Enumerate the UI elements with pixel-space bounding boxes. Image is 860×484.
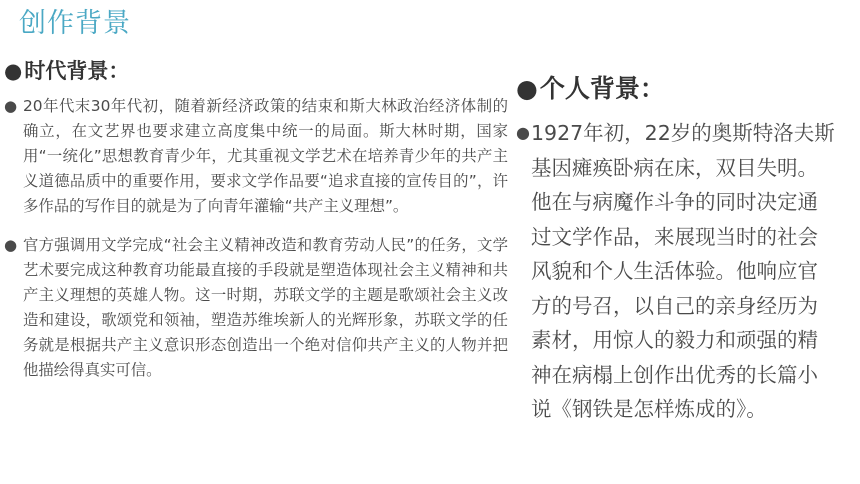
bullet-icon: ● — [4, 59, 23, 83]
bullet-icon: ● — [516, 74, 538, 103]
personal-background-heading — [516, 72, 665, 106]
list-item-text: 官方强调用文学完成“社会主义精神改造和教育劳动人民”的任务，文学艺术要完成这种教育功能最直接的手段就是塑造体现社会主义精神和共产主义理想的英雄人物。这一时期，苏联文学的主题是歌颂社会主义改造和建设，歌颂党和领袖，塑造苏维埃新人的光辉形象，苏联文学的任务就是根据共产主义意识形态创造出一个绝对信仰共产主义的人物并把他描绘得真实可信。 — [23, 236, 508, 379]
list-item-text: 20年代末30年代初，随着新经济政策的结束和斯大林政治经济体制的确立，在文艺界也要求建立高度集中统一的局面。斯大林时期，国家用“一统化”思想教育青少年，尤其重视文学艺术在培养青少年的共产主义道德品质中的重要作用，要求文学作品要“追求直接的宣传目的”，许多作品的写作目的就是为了向青年灌输“共产主义理想”。 — [23, 97, 508, 215]
bullet-icon: ● — [516, 123, 530, 142]
bullet-icon: ● — [4, 97, 18, 115]
bullet-icon: ● — [4, 236, 18, 254]
list-item — [4, 233, 508, 383]
list-item — [4, 94, 508, 219]
personal-background-item — [516, 116, 835, 427]
personal-background-heading-text: 个人背景： — [539, 74, 665, 103]
era-background-heading-text: 时代背景： — [24, 59, 130, 83]
era-background-heading — [4, 56, 129, 86]
era-background-list — [4, 94, 508, 383]
slide-title: 创作背景 — [19, 8, 131, 39]
list-item-text: 1927年初，22岁的奥斯特洛夫斯基因瘫痪卧病在床，双目失明。他在与病魔作斗争的同时决定通过文学作品，来展现当时的社会风貌和个人生活体验。他响应官方的号召，以自己的亲身经历为素材，用惊人的毅力和顽强的精神在病榻上创作出优秀的长篇小说《钢铁是怎样炼成的》。 — [531, 121, 835, 421]
